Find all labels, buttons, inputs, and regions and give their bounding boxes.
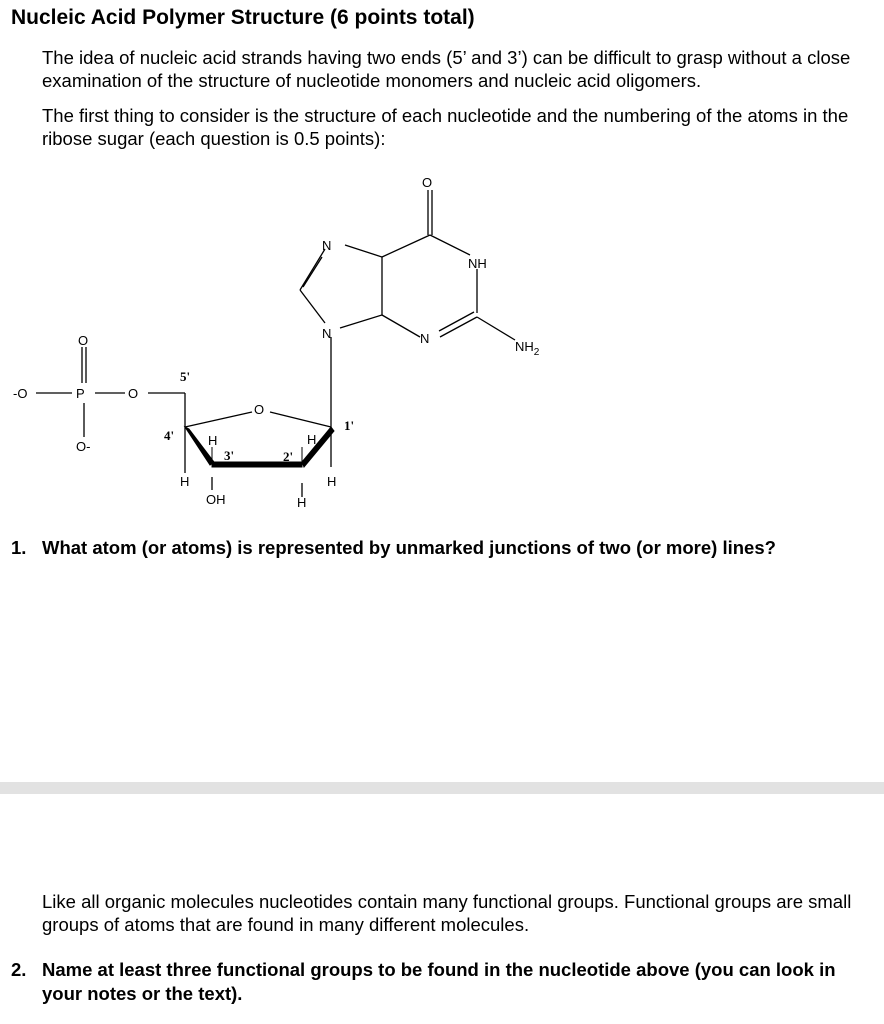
question-1-text: What atom (or atoms) is represented by unmarked junctions of two (or more) lines? — [42, 537, 776, 558]
ring-oxygen: O — [254, 402, 265, 417]
phosphate-oxygen-minus-bottom: O- — [76, 439, 91, 454]
n9-atom: N — [322, 326, 332, 341]
question-2 — [11, 958, 871, 1006]
bond-lines — [36, 190, 515, 497]
intro-paragraph-3: Like all organic molecules nucleotides contain many functional groups. Functional groups are small groups of atoms that are found in many different molecules. — [42, 891, 852, 935]
bridge-oxygen: O — [128, 386, 139, 401]
question-1-number: 1. — [11, 537, 27, 558]
label-3-prime: 3' — [224, 448, 235, 463]
label-5-prime: 5' — [180, 369, 191, 384]
phosphate-oxygen-top: O — [78, 333, 89, 348]
intro-paragraph-2: The first thing to consider is the structure of each nucleotide and the numbering of the atoms in the ribose sugar (each question is 0.5 points): — [42, 105, 849, 149]
n3-atom: N — [420, 331, 430, 346]
phosphate-oxygen-minus-left: -O — [13, 386, 28, 401]
question-2-text: Name at least three functional groups to be found in the nucleotide above (you can look in your notes or the text). — [42, 959, 836, 1004]
c4-hydrogen-down: H — [180, 474, 190, 489]
c2-hydrogen-up: H — [307, 432, 317, 447]
label-1-prime: 1' — [344, 418, 355, 433]
nucleotide-structure-diagram — [0, 165, 600, 520]
question-1 — [11, 536, 881, 560]
c4-hydrogen-up: H — [208, 433, 218, 448]
phosphorus-atom: P — [76, 386, 85, 401]
intro-paragraph-1: The idea of nucleic acid strands having two ends (5’ and 3’) can be difficult to grasp without a close examination of the structure of nucleotide monomers and nucleic acid oligomers. — [42, 47, 851, 91]
section-divider-band — [0, 782, 884, 794]
label-4-prime: 4' — [164, 428, 175, 443]
label-2-prime: 2' — [283, 449, 294, 464]
amino-group: $NH_2$ — [515, 339, 540, 358]
hydroxyl-group: OH — [206, 492, 226, 507]
c1-hydrogen-down: H — [327, 474, 337, 489]
section-title: Nucleic Acid Polymer Structure (6 points total) — [11, 6, 475, 29]
carbonyl-oxygen: O — [422, 175, 433, 190]
n7-atom: N — [322, 238, 332, 253]
question-2-number: 2. — [11, 959, 27, 980]
c2-hydrogen-down: H — [297, 495, 307, 510]
nh-atom: NH — [468, 256, 487, 271]
